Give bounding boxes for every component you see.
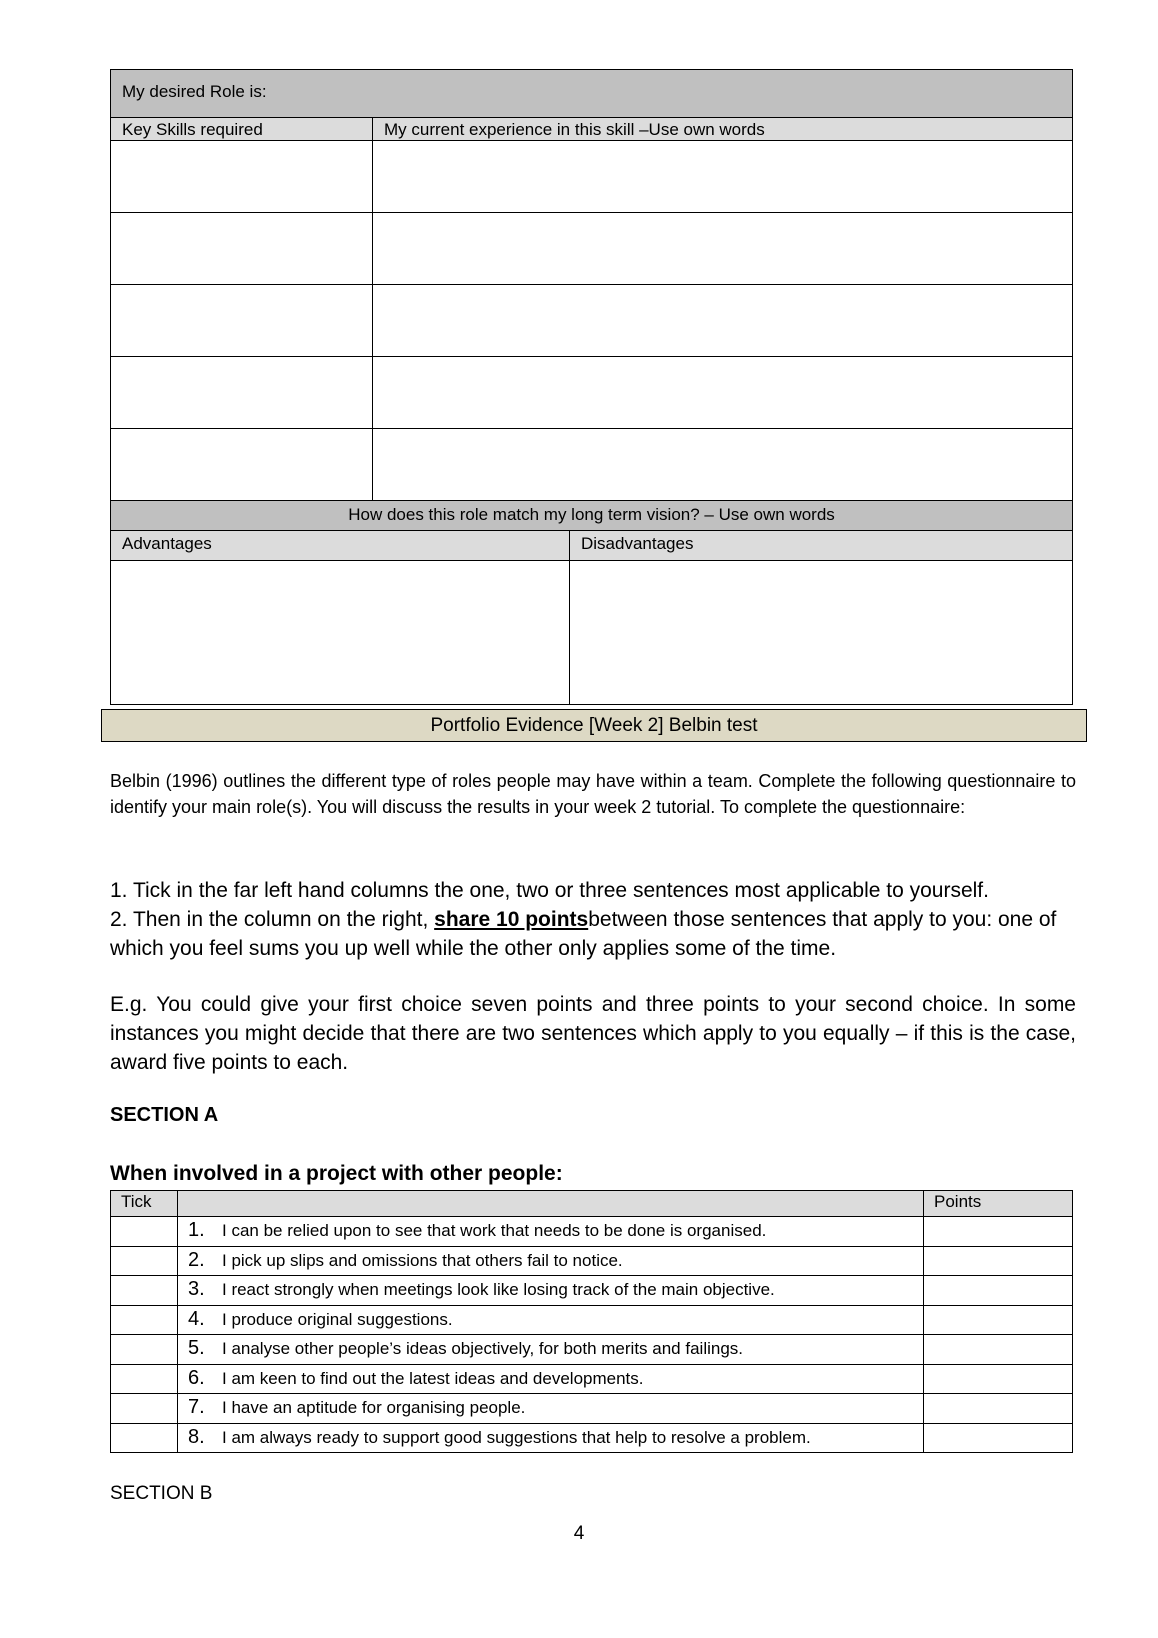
skill-cell[interactable] bbox=[111, 213, 373, 285]
statement-text: I am always ready to support good suggestions that help to resolve a problem. bbox=[222, 1427, 811, 1447]
table-row bbox=[111, 1305, 1073, 1335]
points-cell[interactable] bbox=[924, 1335, 1073, 1365]
example-paragraph: E.g. You could give your first choice seven points and three points to your second choice. In some instances you might decide that there are two sentences which apply to you equally – if this is the case, award five points to each. bbox=[110, 993, 1076, 1074]
share-points-emphasis: share 10 points bbox=[434, 908, 589, 931]
tick-cell[interactable] bbox=[111, 1394, 178, 1424]
experience-cell[interactable] bbox=[373, 357, 1073, 429]
statement-number: 5. bbox=[188, 1337, 205, 1359]
table-row bbox=[111, 1217, 1073, 1247]
statement-text: I can be relied upon to see that work that needs to be done is organised. bbox=[222, 1221, 767, 1240]
desired-role-label: My desired Role is: bbox=[122, 82, 267, 101]
statement-cell bbox=[178, 1276, 924, 1306]
table-row bbox=[111, 1423, 1073, 1453]
section-b-heading: SECTION B bbox=[110, 1483, 213, 1504]
statement-number: 6. bbox=[188, 1366, 205, 1389]
tick-cell[interactable] bbox=[111, 1335, 178, 1365]
instructions bbox=[110, 876, 1076, 963]
points-cell[interactable] bbox=[924, 1394, 1073, 1424]
points-cell[interactable] bbox=[924, 1364, 1073, 1394]
instruction-step-1: 1. Tick in the far left hand columns the one, two or three sentences most applicable to yourself. bbox=[110, 879, 989, 902]
statement-number: 2. bbox=[188, 1248, 205, 1271]
section-a-questionnaire bbox=[110, 1190, 1073, 1453]
experience-cell[interactable] bbox=[373, 285, 1073, 357]
desired-role-table bbox=[110, 69, 1073, 705]
experience-cell[interactable] bbox=[373, 141, 1073, 213]
intro-paragraph: Belbin (1996) outlines the different type of roles people may have within a team. Complete the following questionnaire to identify your main role(s). You will discuss the results in your week 2 tutorial. To complete the questionnaire: bbox=[110, 771, 1076, 817]
table-row bbox=[111, 1394, 1073, 1424]
questionnaire-rows bbox=[111, 1217, 1073, 1453]
experience-cell[interactable] bbox=[373, 429, 1073, 501]
desired-role-field[interactable] bbox=[111, 70, 1073, 118]
statement-number: 3. bbox=[188, 1278, 205, 1300]
table-row bbox=[111, 1335, 1073, 1365]
tick-cell[interactable] bbox=[111, 1246, 178, 1276]
points-cell[interactable] bbox=[924, 1276, 1073, 1306]
tick-cell[interactable] bbox=[111, 1423, 178, 1453]
instruction-step-2: 2. Then in the column on the right, share 10 pointsbetween those sentences that apply to you: one of which you feel sums you up well while the other only applies some of the time. bbox=[110, 908, 1057, 960]
statement-text: I pick up slips and omissions that others fail to notice. bbox=[222, 1250, 623, 1270]
statement-text: I have an aptitude for organising people. bbox=[222, 1398, 526, 1417]
vision-header: How does this role match my long term vision? – Use own words bbox=[111, 501, 1073, 531]
points-cell[interactable] bbox=[924, 1217, 1073, 1247]
statement-number: 8. bbox=[188, 1425, 205, 1448]
statement-cell bbox=[178, 1217, 924, 1247]
portfolio-evidence-banner: Portfolio Evidence [Week 2] Belbin test bbox=[101, 709, 1087, 742]
statement-cell bbox=[178, 1335, 924, 1365]
statement-text: I analyse other people’s ideas objectively, for both merits and failings. bbox=[222, 1339, 743, 1358]
tick-cell[interactable] bbox=[111, 1305, 178, 1335]
statement-cell bbox=[178, 1305, 924, 1335]
skill-cell[interactable] bbox=[111, 141, 373, 213]
experience-header: My current experience in this skill –Use own words bbox=[373, 118, 1073, 141]
key-skills-header: Key Skills required bbox=[111, 118, 373, 141]
disadvantages-cell[interactable] bbox=[570, 561, 1073, 705]
skill-cell[interactable] bbox=[111, 357, 373, 429]
tick-cell[interactable] bbox=[111, 1217, 178, 1247]
table-row bbox=[111, 1246, 1073, 1276]
disadvantages-header: Disadvantages bbox=[570, 531, 1073, 561]
skill-cell[interactable] bbox=[111, 429, 373, 501]
advantages-header: Advantages bbox=[111, 531, 570, 561]
tick-column-header: Tick bbox=[111, 1191, 178, 1217]
statement-cell bbox=[178, 1423, 924, 1453]
tick-cell[interactable] bbox=[111, 1364, 178, 1394]
skill-cell[interactable] bbox=[111, 285, 373, 357]
statement-text: I produce original suggestions. bbox=[222, 1309, 453, 1329]
experience-cell[interactable] bbox=[373, 213, 1073, 285]
page-number: 4 bbox=[573, 1523, 585, 1544]
table-row bbox=[111, 1276, 1073, 1306]
statement-text: I react strongly when meetings look like losing track of the main objective. bbox=[222, 1280, 775, 1299]
statement-number: 1. bbox=[188, 1219, 205, 1241]
points-column-header: Points bbox=[924, 1191, 1073, 1217]
points-cell[interactable] bbox=[924, 1423, 1073, 1453]
points-cell[interactable] bbox=[924, 1305, 1073, 1335]
section-a-heading: SECTION A bbox=[110, 1104, 219, 1126]
statement-column-header bbox=[178, 1191, 924, 1217]
statement-number: 4. bbox=[188, 1307, 205, 1330]
statement-text: I am keen to find out the latest ideas and developments. bbox=[222, 1368, 644, 1388]
statement-number: 7. bbox=[188, 1396, 205, 1418]
statement-cell bbox=[178, 1364, 924, 1394]
statement-cell bbox=[178, 1246, 924, 1276]
table-row bbox=[111, 1364, 1073, 1394]
advantages-cell[interactable] bbox=[111, 561, 570, 705]
tick-cell[interactable] bbox=[111, 1276, 178, 1306]
statement-cell bbox=[178, 1394, 924, 1424]
section-a-prompt: When involved in a project with other people: bbox=[110, 1162, 563, 1185]
points-cell[interactable] bbox=[924, 1246, 1073, 1276]
